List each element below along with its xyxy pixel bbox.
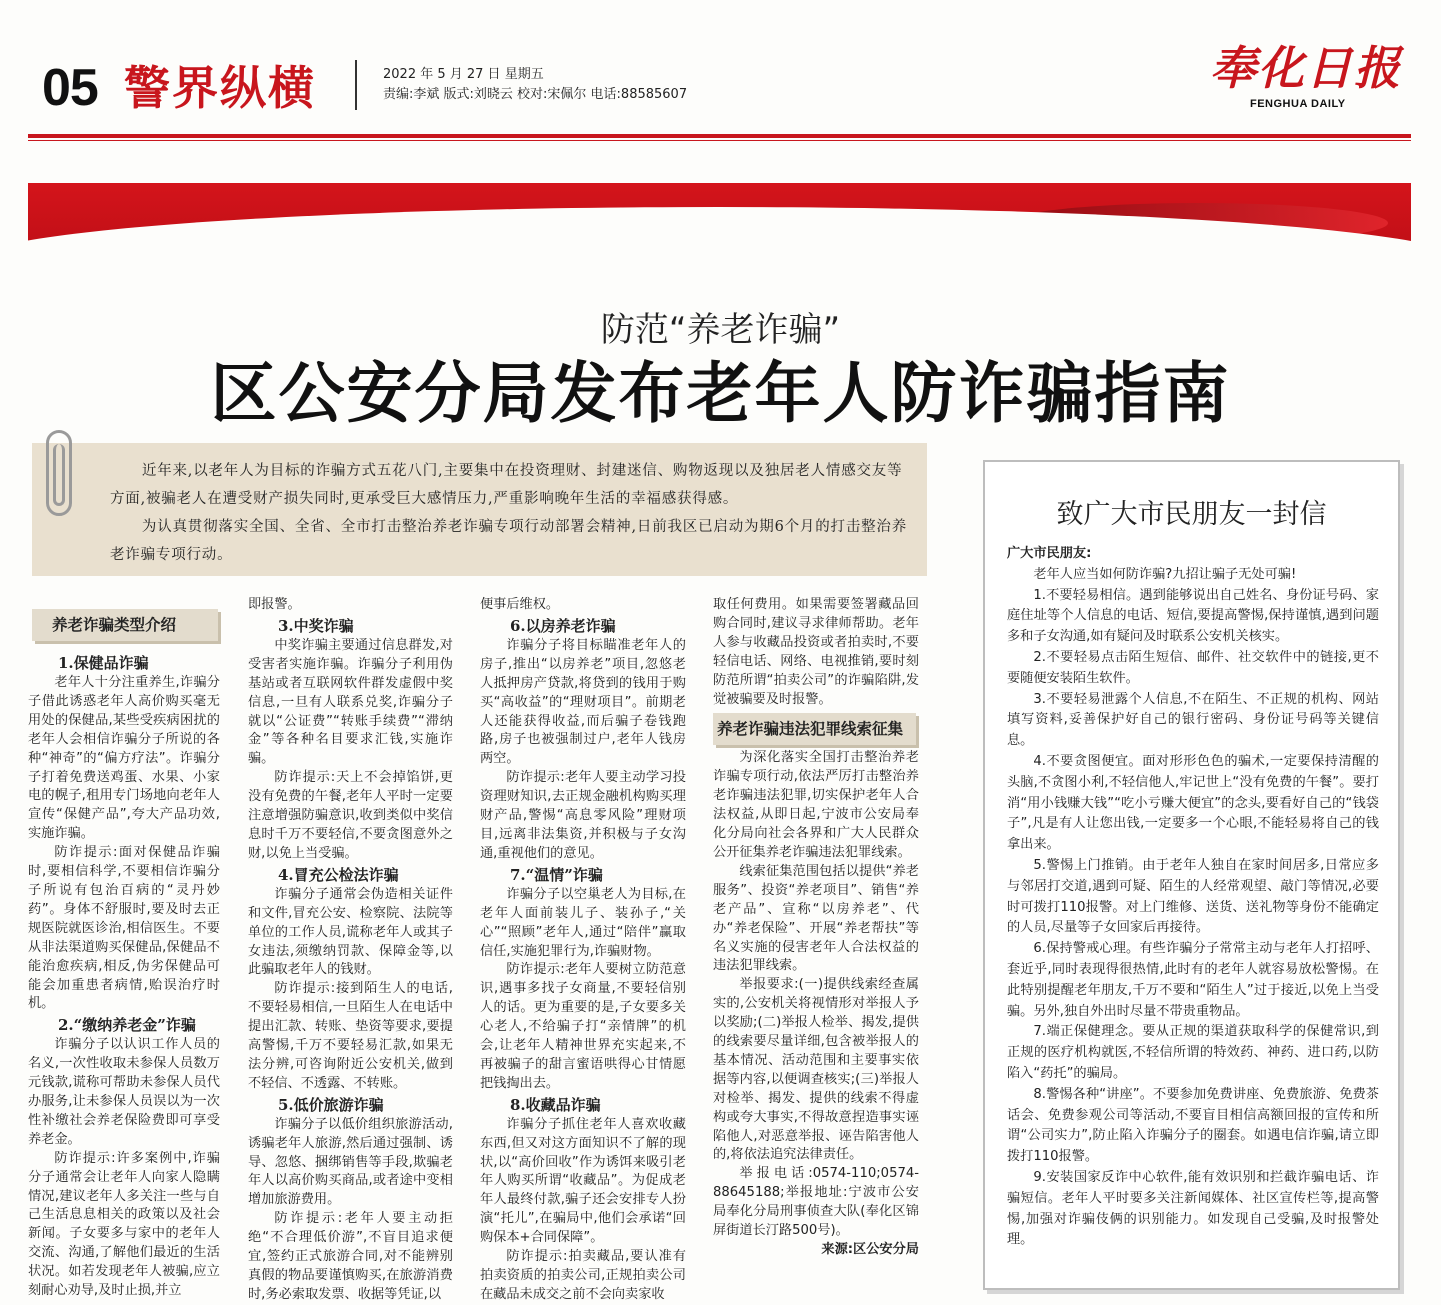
paperclip-icon-inner: [53, 444, 65, 506]
paragraph: 防诈提示:老年人要主动拒绝“不合理低价游”,不盲目追求便宜,签约正式旅游合同,对不能辨别真假的物品要谨慎购买,在旅游消费时,务必索取发票、收据等凭证,以: [248, 1211, 453, 1302]
source-credit: [713, 1241, 919, 1260]
headline-title: 区公安分局发布老年人防诈骗指南: [210, 355, 1231, 432]
editors-line: 责编:李斌 版式:刘晓云 校对:宋佩尔 电话:88585607: [383, 87, 688, 102]
subhead-collectibles: 8.收藏品诈骗: [510, 1095, 601, 1114]
column-1: [28, 652, 220, 1301]
paragraph: 诈骗分子以低价组织旅游活动,诱骗老年人旅游,然后通过强制、诱导、忽悠、捆绑销售等手段,欺骗老年人以高价购买商品,或者途中变相增加旅游费用。: [248, 1116, 453, 1208]
section-header-types: 养老诈骗类型介绍: [32, 609, 218, 641]
paragraph: 防诈提示:许多案例中,诈骗分子通常会让老年人向家人隐瞒情况,建议老年人多关注一些与自己生活息息相关的政策以及社会新闻。子女要多与家中的老年人交流、沟通,了解他们最近的生活状况。如若发现老年人被骗,应立刻耐心劝导,及时止损,并立: [28, 1150, 220, 1299]
source-text: 来源:区公安分局: [821, 1242, 919, 1257]
lead-paragraph-1: 近年来,以老年人为目标的诈骗方式五花八门,主要集中在投资理财、封建迷信、购物返现以及独居老人情感交友等方面,被骗老人在遭受财产损失同时,更承受巨大感情压力,严重影响晚年生活的幸福感获得感。: [110, 463, 903, 507]
subhead-pension-payment: 2.“缴纳养老金”诈骗: [58, 1016, 196, 1035]
section-header-spacer: [713, 709, 919, 749]
paragraph: 为深化落实全国打击整治养老诈骗专项行动,依法严厉打击整治养老诈骗违法犯罪,切实保护老年人合法权益,从即日起,宁波市公安局奉化分局向社会各界和广大人民群众公开征集养老诈骗违法犯罪线索。: [713, 750, 919, 860]
letter-intro: 老年人应当如何防诈骗?九招让骗子无处可骗!: [1033, 566, 1297, 582]
letter-item: 7.端正保健理念。要从正规的渠道获取科学的保健常识,到正规的医疗机构就医,不轻信所谓的特效药、神药、进口药,以防陷入“药托”的骗局。: [1007, 1024, 1379, 1081]
column-3: [480, 596, 686, 1305]
subhead-health-products: 1.保健品诈骗: [58, 654, 149, 672]
letter-item: 9.安装国家反诈中心软件,能有效识别和拦截诈骗电话、诈骗短信。老年人平时要多关注新闻媒体、社区宣传栏等,提高警惕,加强对诈骗伎俩的识别能力。如发现自己受骗,及时报警处理。: [1007, 1169, 1379, 1248]
paragraph: 老年人十分注重养生,诈骗分子借此诱惑老年人高价购买毫无用处的保健品,某些受疾病困扰的老年人会相信诈骗分子所说的各种“神奇”的“偏方疗法”。诈骗分子打着免费送鸡蛋、水果、小家电的幌子,租用专门场地向老年人宣传“保健产品”,夸大产品功效,实施诈骗。: [28, 675, 220, 842]
column-2: [248, 596, 453, 1305]
paragraph: 诈骗分子以空巢老人为目标,在老年人面前装儿子、装孙子,“关心”“照顾”老年人,通过“陪伴”赢取信任,实施犯罪行为,诈骗财物。: [480, 886, 686, 959]
section-header-crime-clues: 养老诈骗违法犯罪线索征集: [713, 713, 916, 745]
subhead-cheap-tour: 5.低价旅游诈骗: [278, 1095, 384, 1114]
paragraph: 即报警。: [248, 597, 301, 612]
paragraph: 举报电话:0574-110;0574-88645188;举报地址:宁波市公安局奉化分局刑事侦查大队(奉化区锦屏街道长汀路500号)。: [713, 1166, 919, 1239]
red-ribbon-banner: [28, 183, 1411, 277]
subhead-fake-police: 4.冒充公检法诈骗: [278, 865, 399, 884]
paragraph: 便事后维权。: [480, 597, 560, 612]
subhead-lottery: 3.中奖诈骗: [278, 616, 354, 635]
letter-item: 5.警惕上门推销。由于老年人独自在家时间居多,日常应多与邻居打交道,遇到可疑、陌生的人经常观望、敲门等情况,必要时可拨打110报警。对上门维修、送货、送礼物等身份不能确定的人员,尽量等子女回家后再接待。: [1007, 857, 1379, 936]
paragraph: 举报要求:(一)提供线索经查属实的,公安机关将视情形对举报人予以奖励;(二)举报人检举、揭发,提供的线索要尽量详细,包含被举报人的基本情况、活动范围和主要事实依据等内容,以便调查核实;(三)举报人对检举、揭发、提供的线索不得虚构或夸大事实,不得故意捏造事实诬陷他人,对恶意举报、诬告陷害他人的,将依法追究法律责任。: [713, 977, 919, 1163]
masthead-divider: [355, 60, 357, 110]
letter-greeting: 广大市民朋友:: [1007, 546, 1092, 561]
paragraph: 防诈提示:老年人要主动学习投资理财知识,去正规金融机构购买理财产品,警惕“高息零风险”理财项目,远离非法集资,并积极与子女沟通,重视他们的意见。: [480, 770, 686, 861]
letter-item: 6.保持警戒心理。有些诈骗分子常常主动与老年人打招呼、套近乎,同时表现得很热情,此时有的老年人就容易放松警惕。在此特别提醒老年朋友,千万不要和“陌生人”过于接近,以免上当受骗。另外,独自外出时尽量不带贵重物品。: [1007, 941, 1379, 1019]
section-title: 警界纵横: [124, 61, 316, 115]
paragraph: 诈骗分子抓住老年人喜欢收藏东西,但又对这方面知识不了解的现状,以“高价回收”作为诱饵来吸引老年人购买所谓“收藏品”。为促成老年人最终付款,骗子还会安排专人扮演“托儿”,在骗局中,他们会承诺“回购保本+合同保障”。: [480, 1116, 686, 1246]
letter-title: 致广大市民朋友一封信: [1056, 499, 1327, 530]
open-letter-box: [983, 460, 1400, 1290]
paragraph: 诈骗分子以认识工作人员的名义,一次性收取未参保人员数万元钱款,谎称可帮助未参保人员代办服务,让未参保人员误以为一次性补缴社会养老保险费即可享受养老金。: [28, 1037, 220, 1147]
lead-paragraph-2: 为认真贯彻落实全国、全省、全市打击整治养老诈骗专项行动部署会精神,日前我区已启动为期6个月的打击整治养老诈骗专项行动。: [110, 519, 908, 563]
headline-kicker: 防范“养老诈骗”: [600, 310, 841, 350]
paragraph: 诈骗分子将目标瞄准老年人的房子,推出“以房养老”项目,忽悠老人抵押房产贷款,将贷到的钱用于购买“高收益”的“理财项目”。前期老人还能获得收益,而后骗子卷钱跑路,房子也被强制过户,老年人钱房两空。: [480, 637, 686, 767]
masthead-rule: [28, 134, 1411, 138]
column-4: [713, 596, 919, 1260]
paragraph: 线索征集范围包括以提供“养老服务”、投资“养老项目”、销售“养老产品”、宣称“以房养老”、代办“养老保险”、开展“养老帮扶”等名义实施的侵害老年人合法权益的违法犯罪线索。: [713, 863, 919, 974]
newspaper-logo: 奉化日报: [1210, 41, 1402, 95]
paragraph: 防诈提示:老年人要树立防范意识,遇事多找子女商量,不要轻信别人的话。更为重要的是,子女要多关心老人,不给骗子打“亲情牌”的机会,让老年人精神世界充实起来,不再被骗子的甜言蜜语哄得心甘情愿把钱掏出去。: [480, 962, 686, 1091]
letter-body: [1007, 544, 1379, 1251]
paragraph: 防诈提示:拍卖藏品,要认准有拍卖资质的拍卖公司,正规拍卖公司在藏品未成交之前不会向卖家收: [480, 1249, 686, 1302]
subhead-house-pension: 6.以房养老诈骗: [510, 616, 616, 635]
letter-item: 8.警惕各种“讲座”。不要参加免费讲座、免费旅游、免费茶话会、免费参观公司等活动,不要盲目相信高额回报的宣传和所谓“公司实力”,防止陷入诈骗分子的圈套。如遇电信诈骗,请立即拨打110报警。: [1007, 1086, 1379, 1165]
letter-item: 3.不要轻易泄露个人信息,不在陌生、不正规的机构、网站填写资料,妥善保护好自己的银行密码、身份证号码等关键信息。: [1007, 691, 1379, 749]
date-line: 2022 年 5 月 27 日 星期五: [383, 67, 544, 82]
paragraph: 防诈提示:接到陌生人的电话,不要轻易相信,一旦陌生人在电话中提出汇款、转账、垫资等要求,要提高警惕,千万不要轻易汇款,如果无法分辨,可咨询附近公安机关,做到不轻信、不透露、不转账。: [248, 981, 453, 1091]
lead-box: [32, 443, 927, 576]
masthead-rule-thin: [28, 140, 1411, 141]
letter-item: 4.不要贪图便宜。面对形形色色的骗术,一定要保持清醒的头脑,不贪图小利,不轻信他人,牢记世上“没有免费的午餐”。要打消“用小钱赚大钱”“吃小亏赚大便宜”的念头,要看好自己的“钱袋子”,凡是有人让您出钱,一定要多一个心眼,不能轻易将自己的钱拿出来。: [1007, 753, 1379, 853]
paragraph: 诈骗分子通常会伪造相关证件和文件,冒充公安、检察院、法院等单位的工作人员,谎称老年人或其子女违法,须缴纳罚款、保障金等,以此骗取老年人的钱财。: [248, 886, 453, 978]
letter-item: 2.不要轻易点击陌生短信、邮件、社交软件中的链接,更不要随便安装陌生软件。: [1007, 649, 1379, 686]
paragraph: 防诈提示:面对保健品诈骗时,要相信科学,不要相信诈骗分子所说有包治百病的“灵丹妙药”。身体不舒服时,要及时去正规医院就医诊治,相信医生。不要从非法渠道购买保健品,保健品不能治愈疾病,相反,伪劣保健品可能会加重患者病情,贻误治疗时机。: [28, 845, 220, 1012]
page-number: 05: [42, 59, 98, 117]
paragraph: 中奖诈骗主要通过信息群发,对受害者实施诈骗。诈骗分子利用伪基站或者互联网软件群发虚假中奖信息,一旦有人联系兑奖,诈骗分子就以“公证费”“转账手续费”“滞纳金”等各种名目要求汇钱,实施诈骗。: [248, 637, 453, 767]
newspaper-logo-english: FENGHUA DAILY: [1250, 98, 1346, 110]
subhead-affection-scam: 7.“温情”诈骗: [510, 865, 603, 884]
paragraph: 取任何费用。如果需要签署藏品回购合同时,建议寻求律师帮助。老年人参与收藏品投资或者拍卖时,不要轻信电话、网络、电视推销,要时刻防范所谓“拍卖公司”的诈骗陷阱,发觉被骗要及时报警。: [713, 597, 919, 707]
paragraph: 防诈提示:天上不会掉馅饼,更没有免费的午餐,老年人平时一定要注意增强防骗意识,收到类似中奖信息时千万不要轻信,不要贪图意外之财,以免上当受骗。: [248, 770, 453, 861]
letter-item: 1.不要轻易相信。遇到能够说出自己姓名、身份证号码、家庭住址等个人信息的电话、短信,要提高警惕,保持谨慎,遇到问题多和子女沟通,如有疑问及时联系公安机关核实。: [1007, 587, 1379, 645]
